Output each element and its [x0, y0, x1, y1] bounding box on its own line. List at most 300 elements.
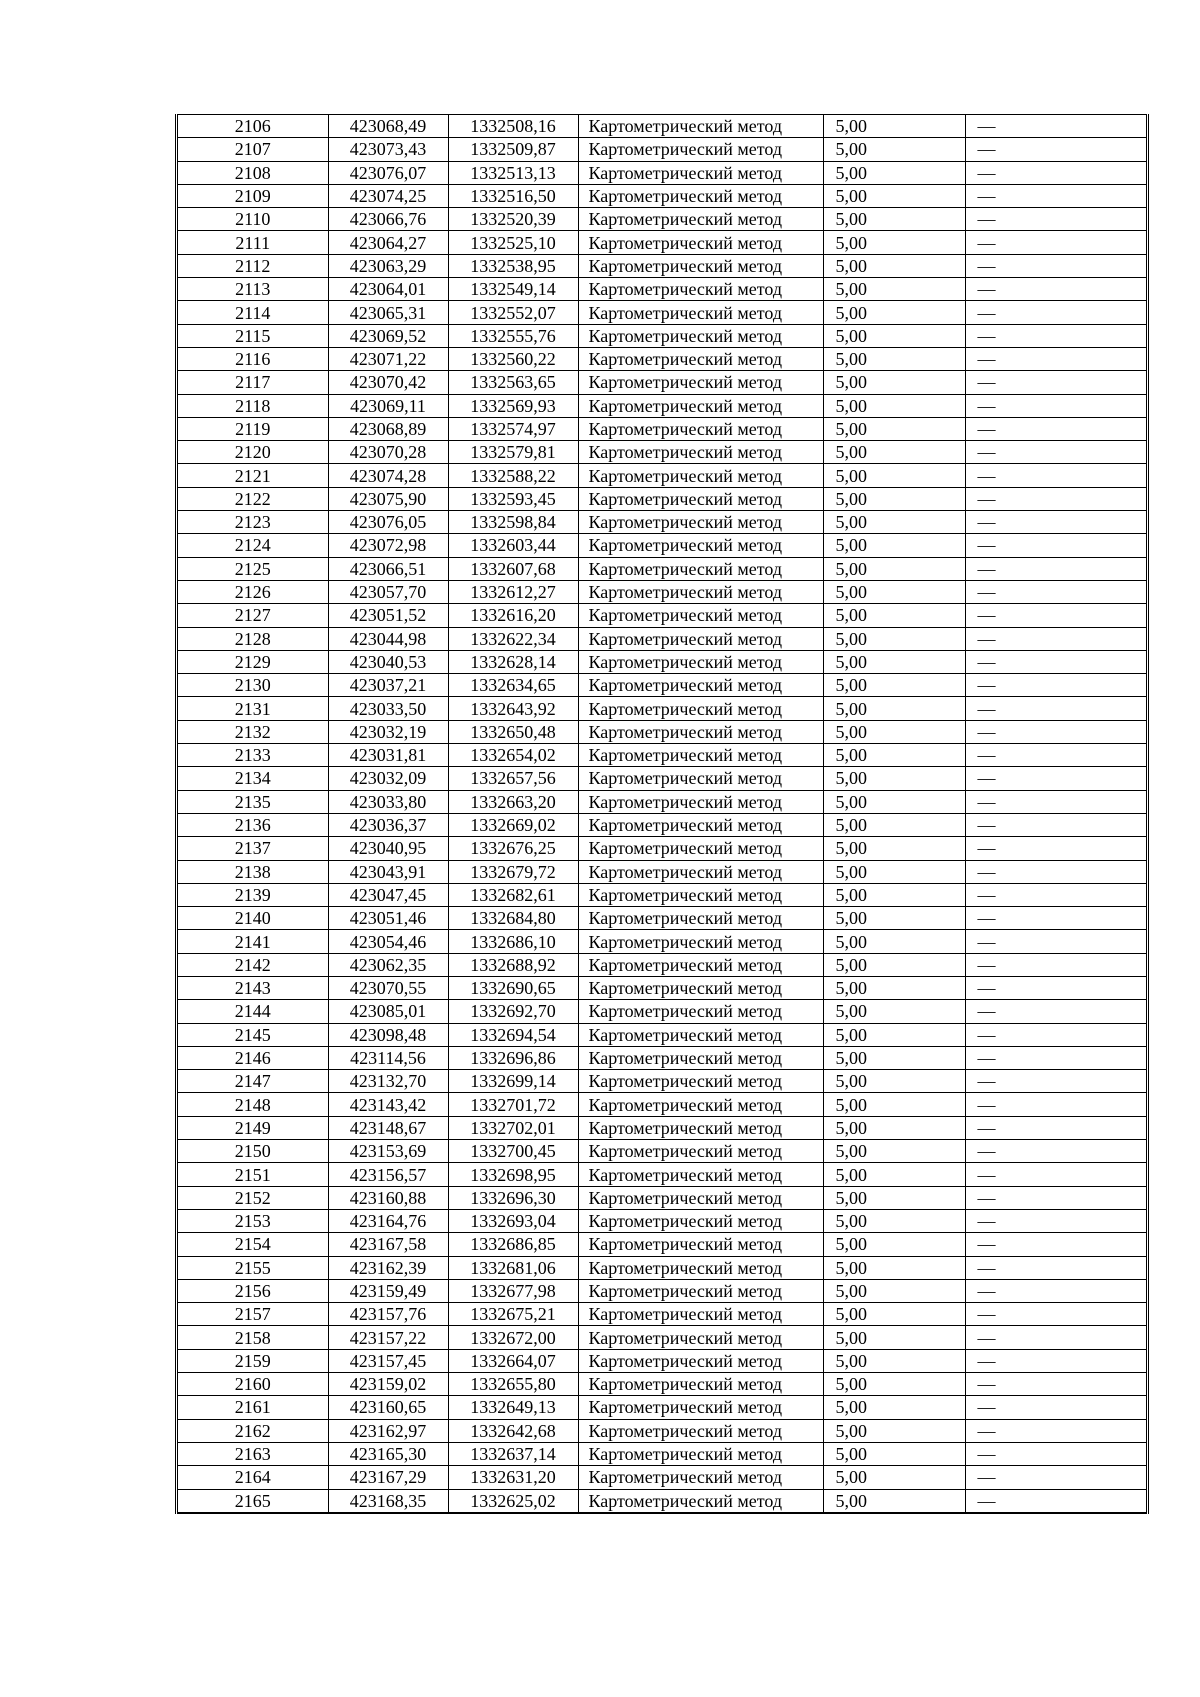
y-coordinate-cell: 1332654,02	[448, 744, 578, 767]
description-cell: —	[965, 1419, 1146, 1442]
x-coordinate-cell: 423159,02	[328, 1373, 448, 1396]
description-cell: —	[965, 1186, 1146, 1209]
point-number-cell: 2148	[178, 1093, 328, 1116]
point-number-cell: 2127	[178, 604, 328, 627]
description-cell: —	[965, 976, 1146, 999]
x-coordinate-cell: 423065,31	[328, 301, 448, 324]
point-number-cell: 2131	[178, 697, 328, 720]
description-cell: —	[965, 837, 1146, 860]
y-coordinate-cell: 1332603,44	[448, 534, 578, 557]
y-coordinate-cell: 1332681,06	[448, 1256, 578, 1279]
description-cell: —	[965, 464, 1146, 487]
y-coordinate-cell: 1332700,45	[448, 1140, 578, 1163]
x-coordinate-cell: 423064,01	[328, 278, 448, 301]
y-coordinate-cell: 1332694,54	[448, 1023, 578, 1046]
description-cell: —	[965, 1489, 1146, 1513]
point-number-cell: 2161	[178, 1396, 328, 1419]
precision-cell: 5,00	[823, 976, 965, 999]
method-cell: Картометрический метод	[578, 976, 823, 999]
description-cell: —	[965, 1023, 1146, 1046]
description-cell: —	[965, 371, 1146, 394]
x-coordinate-cell: 423064,27	[328, 231, 448, 254]
point-number-cell: 2137	[178, 837, 328, 860]
y-coordinate-cell: 1332588,22	[448, 464, 578, 487]
table-row	[178, 767, 1146, 790]
method-cell: Картометрический метод	[578, 1396, 823, 1419]
method-cell: Картометрический метод	[578, 1489, 823, 1513]
precision-cell: 5,00	[823, 417, 965, 440]
table-row	[178, 883, 1146, 906]
x-coordinate-cell: 423051,46	[328, 907, 448, 930]
precision-cell: 5,00	[823, 1233, 965, 1256]
table-row	[178, 324, 1146, 347]
description-cell: —	[965, 1000, 1146, 1023]
method-cell: Картометрический метод	[578, 208, 823, 231]
point-number-cell: 2138	[178, 860, 328, 883]
point-number-cell: 2155	[178, 1256, 328, 1279]
method-cell: Картометрический метод	[578, 1116, 823, 1139]
precision-cell: 5,00	[823, 394, 965, 417]
x-coordinate-cell: 423066,76	[328, 208, 448, 231]
description-cell: —	[965, 1116, 1146, 1139]
x-coordinate-cell: 423044,98	[328, 627, 448, 650]
method-cell: Картометрический метод	[578, 604, 823, 627]
method-cell: Картометрический метод	[578, 1209, 823, 1232]
x-coordinate-cell: 423043,91	[328, 860, 448, 883]
precision-cell: 5,00	[823, 1349, 965, 1372]
x-coordinate-cell: 423032,19	[328, 720, 448, 743]
table-row	[178, 254, 1146, 277]
method-cell: Картометрический метод	[578, 720, 823, 743]
table-row	[178, 557, 1146, 580]
point-number-cell: 2162	[178, 1419, 328, 1442]
x-coordinate-cell: 423159,49	[328, 1279, 448, 1302]
y-coordinate-cell: 1332593,45	[448, 487, 578, 510]
table-row	[178, 1349, 1146, 1372]
table-row	[178, 1489, 1146, 1513]
point-number-cell: 2134	[178, 767, 328, 790]
table-row	[178, 1326, 1146, 1349]
x-coordinate-cell: 423098,48	[328, 1023, 448, 1046]
description-cell: —	[965, 278, 1146, 301]
y-coordinate-cell: 1332509,87	[448, 138, 578, 161]
method-cell: Картометрический метод	[578, 650, 823, 673]
y-coordinate-cell: 1332631,20	[448, 1466, 578, 1489]
x-coordinate-cell: 423164,76	[328, 1209, 448, 1232]
y-coordinate-cell: 1332642,68	[448, 1419, 578, 1442]
point-number-cell: 2126	[178, 580, 328, 603]
y-coordinate-cell: 1332669,02	[448, 813, 578, 836]
y-coordinate-cell: 1332612,27	[448, 580, 578, 603]
table-row	[178, 394, 1146, 417]
description-cell: —	[965, 720, 1146, 743]
method-cell: Картометрический метод	[578, 837, 823, 860]
table-row	[178, 1373, 1146, 1396]
y-coordinate-cell: 1332643,92	[448, 697, 578, 720]
point-number-cell: 2128	[178, 627, 328, 650]
method-cell: Картометрический метод	[578, 231, 823, 254]
point-number-cell: 2164	[178, 1466, 328, 1489]
y-coordinate-cell: 1332702,01	[448, 1116, 578, 1139]
point-number-cell: 2118	[178, 394, 328, 417]
y-coordinate-cell: 1332657,56	[448, 767, 578, 790]
point-number-cell: 2158	[178, 1326, 328, 1349]
method-cell: Картометрический метод	[578, 1256, 823, 1279]
x-coordinate-cell: 423036,37	[328, 813, 448, 836]
description-cell: —	[965, 1303, 1146, 1326]
x-coordinate-cell: 423069,11	[328, 394, 448, 417]
point-number-cell: 2153	[178, 1209, 328, 1232]
description-cell: —	[965, 790, 1146, 813]
coordinates-table-body	[178, 115, 1146, 1513]
y-coordinate-cell: 1332525,10	[448, 231, 578, 254]
y-coordinate-cell: 1332555,76	[448, 324, 578, 347]
table-row	[178, 511, 1146, 534]
y-coordinate-cell: 1332552,07	[448, 301, 578, 324]
method-cell: Картометрический метод	[578, 697, 823, 720]
precision-cell: 5,00	[823, 1419, 965, 1442]
point-number-cell: 2113	[178, 278, 328, 301]
method-cell: Картометрический метод	[578, 790, 823, 813]
precision-cell: 5,00	[823, 1489, 965, 1513]
description-cell: —	[965, 953, 1146, 976]
description-cell: —	[965, 324, 1146, 347]
x-coordinate-cell: 423068,49	[328, 115, 448, 138]
precision-cell: 5,00	[823, 231, 965, 254]
description-cell: —	[965, 511, 1146, 534]
point-number-cell: 2154	[178, 1233, 328, 1256]
description-cell: —	[965, 1373, 1146, 1396]
table-row	[178, 744, 1146, 767]
description-cell: —	[965, 417, 1146, 440]
description-cell: —	[965, 1349, 1146, 1372]
precision-cell: 5,00	[823, 184, 965, 207]
precision-cell: 5,00	[823, 627, 965, 650]
description-cell: —	[965, 767, 1146, 790]
x-coordinate-cell: 423072,98	[328, 534, 448, 557]
table-row	[178, 813, 1146, 836]
coordinates-table-frame	[175, 114, 1149, 1514]
precision-cell: 5,00	[823, 1303, 965, 1326]
precision-cell: 5,00	[823, 790, 965, 813]
table-row	[178, 1000, 1146, 1023]
description-cell: —	[965, 138, 1146, 161]
description-cell: —	[965, 1046, 1146, 1069]
table-row	[178, 1140, 1146, 1163]
point-number-cell: 2144	[178, 1000, 328, 1023]
precision-cell: 5,00	[823, 1373, 965, 1396]
point-number-cell: 2130	[178, 674, 328, 697]
table-row	[178, 115, 1146, 138]
method-cell: Картометрический метод	[578, 278, 823, 301]
precision-cell: 5,00	[823, 208, 965, 231]
point-number-cell: 2116	[178, 347, 328, 370]
y-coordinate-cell: 1332663,20	[448, 790, 578, 813]
precision-cell: 5,00	[823, 301, 965, 324]
method-cell: Картометрический метод	[578, 1419, 823, 1442]
table-row	[178, 1419, 1146, 1442]
point-number-cell: 2122	[178, 487, 328, 510]
description-cell: —	[965, 161, 1146, 184]
point-number-cell: 2112	[178, 254, 328, 277]
y-coordinate-cell: 1332686,10	[448, 930, 578, 953]
method-cell: Картометрический метод	[578, 1046, 823, 1069]
precision-cell: 5,00	[823, 1140, 965, 1163]
table-row	[178, 860, 1146, 883]
method-cell: Картометрический метод	[578, 1303, 823, 1326]
method-cell: Картометрический метод	[578, 417, 823, 440]
point-number-cell: 2156	[178, 1279, 328, 1302]
x-coordinate-cell: 423157,76	[328, 1303, 448, 1326]
point-number-cell: 2141	[178, 930, 328, 953]
point-number-cell: 2160	[178, 1373, 328, 1396]
point-number-cell: 2129	[178, 650, 328, 673]
point-number-cell: 2143	[178, 976, 328, 999]
table-row	[178, 161, 1146, 184]
y-coordinate-cell: 1332622,34	[448, 627, 578, 650]
method-cell: Картометрический метод	[578, 1023, 823, 1046]
method-cell: Картометрический метод	[578, 1373, 823, 1396]
y-coordinate-cell: 1332513,13	[448, 161, 578, 184]
precision-cell: 5,00	[823, 161, 965, 184]
y-coordinate-cell: 1332625,02	[448, 1489, 578, 1513]
description-cell: —	[965, 1256, 1146, 1279]
table-row	[178, 1070, 1146, 1093]
method-cell: Картометрический метод	[578, 1140, 823, 1163]
table-row	[178, 138, 1146, 161]
y-coordinate-cell: 1332686,85	[448, 1233, 578, 1256]
precision-cell: 5,00	[823, 1396, 965, 1419]
x-coordinate-cell: 423062,35	[328, 953, 448, 976]
table-row	[178, 371, 1146, 394]
x-coordinate-cell: 423162,97	[328, 1419, 448, 1442]
precision-cell: 5,00	[823, 697, 965, 720]
precision-cell: 5,00	[823, 1256, 965, 1279]
method-cell: Картометрический метод	[578, 161, 823, 184]
precision-cell: 5,00	[823, 511, 965, 534]
point-number-cell: 2151	[178, 1163, 328, 1186]
y-coordinate-cell: 1332684,80	[448, 907, 578, 930]
y-coordinate-cell: 1332682,61	[448, 883, 578, 906]
x-coordinate-cell: 423074,25	[328, 184, 448, 207]
point-number-cell: 2106	[178, 115, 328, 138]
y-coordinate-cell: 1332677,98	[448, 1279, 578, 1302]
method-cell: Картометрический метод	[578, 1093, 823, 1116]
y-coordinate-cell: 1332688,92	[448, 953, 578, 976]
point-number-cell: 2125	[178, 557, 328, 580]
table-row	[178, 208, 1146, 231]
table-row	[178, 790, 1146, 813]
y-coordinate-cell: 1332679,72	[448, 860, 578, 883]
point-number-cell: 2111	[178, 231, 328, 254]
y-coordinate-cell: 1332628,14	[448, 650, 578, 673]
description-cell: —	[965, 1396, 1146, 1419]
method-cell: Картометрический метод	[578, 1326, 823, 1349]
y-coordinate-cell: 1332692,70	[448, 1000, 578, 1023]
y-coordinate-cell: 1332579,81	[448, 441, 578, 464]
method-cell: Картометрический метод	[578, 487, 823, 510]
table-row	[178, 1442, 1146, 1465]
description-cell: —	[965, 1233, 1146, 1256]
x-coordinate-cell: 423074,28	[328, 464, 448, 487]
y-coordinate-cell: 1332675,21	[448, 1303, 578, 1326]
table-row	[178, 1209, 1146, 1232]
x-coordinate-cell: 423040,53	[328, 650, 448, 673]
coordinates-table	[178, 114, 1146, 1514]
precision-cell: 5,00	[823, 487, 965, 510]
y-coordinate-cell: 1332607,68	[448, 557, 578, 580]
description-cell: —	[965, 1093, 1146, 1116]
precision-cell: 5,00	[823, 953, 965, 976]
precision-cell: 5,00	[823, 1070, 965, 1093]
x-coordinate-cell: 423085,01	[328, 1000, 448, 1023]
description-cell: —	[965, 604, 1146, 627]
table-row	[178, 674, 1146, 697]
y-coordinate-cell: 1332699,14	[448, 1070, 578, 1093]
point-number-cell: 2142	[178, 953, 328, 976]
y-coordinate-cell: 1332649,13	[448, 1396, 578, 1419]
precision-cell: 5,00	[823, 744, 965, 767]
precision-cell: 5,00	[823, 347, 965, 370]
point-number-cell: 2152	[178, 1186, 328, 1209]
table-row	[178, 837, 1146, 860]
description-cell: —	[965, 487, 1146, 510]
method-cell: Картометрический метод	[578, 627, 823, 650]
method-cell: Картометрический метод	[578, 1279, 823, 1302]
method-cell: Картометрический метод	[578, 441, 823, 464]
y-coordinate-cell: 1332696,30	[448, 1186, 578, 1209]
x-coordinate-cell: 423070,55	[328, 976, 448, 999]
y-coordinate-cell: 1332701,72	[448, 1093, 578, 1116]
precision-cell: 5,00	[823, 1023, 965, 1046]
description-cell: —	[965, 1442, 1146, 1465]
method-cell: Картометрический метод	[578, 1186, 823, 1209]
description-cell: —	[965, 1466, 1146, 1489]
method-cell: Картометрический метод	[578, 907, 823, 930]
table-row	[178, 1023, 1146, 1046]
x-coordinate-cell: 423068,89	[328, 417, 448, 440]
point-number-cell: 2150	[178, 1140, 328, 1163]
x-coordinate-cell: 423066,51	[328, 557, 448, 580]
precision-cell: 5,00	[823, 441, 965, 464]
table-row	[178, 907, 1146, 930]
point-number-cell: 2119	[178, 417, 328, 440]
description-cell: —	[965, 697, 1146, 720]
point-number-cell: 2109	[178, 184, 328, 207]
description-cell: —	[965, 1279, 1146, 1302]
method-cell: Картометрический метод	[578, 347, 823, 370]
x-coordinate-cell: 423076,05	[328, 511, 448, 534]
point-number-cell: 2115	[178, 324, 328, 347]
method-cell: Картометрический метод	[578, 1163, 823, 1186]
method-cell: Картометрический метод	[578, 1466, 823, 1489]
method-cell: Картометрический метод	[578, 813, 823, 836]
method-cell: Картометрический метод	[578, 580, 823, 603]
point-number-cell: 2133	[178, 744, 328, 767]
point-number-cell: 2149	[178, 1116, 328, 1139]
point-number-cell: 2117	[178, 371, 328, 394]
point-number-cell: 2163	[178, 1442, 328, 1465]
table-row	[178, 627, 1146, 650]
table-row	[178, 301, 1146, 324]
table-row	[178, 1116, 1146, 1139]
method-cell: Картометрический метод	[578, 744, 823, 767]
precision-cell: 5,00	[823, 138, 965, 161]
y-coordinate-cell: 1332598,84	[448, 511, 578, 534]
precision-cell: 5,00	[823, 860, 965, 883]
x-coordinate-cell: 423073,43	[328, 138, 448, 161]
precision-cell: 5,00	[823, 254, 965, 277]
x-coordinate-cell: 423160,88	[328, 1186, 448, 1209]
precision-cell: 5,00	[823, 720, 965, 743]
point-number-cell: 2107	[178, 138, 328, 161]
table-row	[178, 604, 1146, 627]
precision-cell: 5,00	[823, 1279, 965, 1302]
description-cell: —	[965, 650, 1146, 673]
method-cell: Картометрический метод	[578, 324, 823, 347]
x-coordinate-cell: 423071,22	[328, 347, 448, 370]
description-cell: —	[965, 1070, 1146, 1093]
precision-cell: 5,00	[823, 1326, 965, 1349]
description-cell: —	[965, 1163, 1146, 1186]
method-cell: Картометрический метод	[578, 1349, 823, 1372]
precision-cell: 5,00	[823, 1163, 965, 1186]
x-coordinate-cell: 423156,57	[328, 1163, 448, 1186]
precision-cell: 5,00	[823, 115, 965, 138]
table-row	[178, 231, 1146, 254]
description-cell: —	[965, 744, 1146, 767]
table-row	[178, 1279, 1146, 1302]
y-coordinate-cell: 1332549,14	[448, 278, 578, 301]
method-cell: Картометрический метод	[578, 767, 823, 790]
description-cell: —	[965, 883, 1146, 906]
y-coordinate-cell: 1332560,22	[448, 347, 578, 370]
y-coordinate-cell: 1332698,95	[448, 1163, 578, 1186]
method-cell: Картометрический метод	[578, 930, 823, 953]
table-row	[178, 720, 1146, 743]
method-cell: Картометрический метод	[578, 953, 823, 976]
x-coordinate-cell: 423047,45	[328, 883, 448, 906]
y-coordinate-cell: 1332538,95	[448, 254, 578, 277]
method-cell: Картометрический метод	[578, 1442, 823, 1465]
table-row	[178, 1046, 1146, 1069]
y-coordinate-cell: 1332616,20	[448, 604, 578, 627]
precision-cell: 5,00	[823, 324, 965, 347]
method-cell: Картометрический метод	[578, 138, 823, 161]
description-cell: —	[965, 1209, 1146, 1232]
point-number-cell: 2121	[178, 464, 328, 487]
description-cell: —	[965, 301, 1146, 324]
x-coordinate-cell: 423037,21	[328, 674, 448, 697]
table-row	[178, 697, 1146, 720]
table-row	[178, 1303, 1146, 1326]
method-cell: Картометрический метод	[578, 464, 823, 487]
x-coordinate-cell: 423157,22	[328, 1326, 448, 1349]
point-number-cell: 2136	[178, 813, 328, 836]
method-cell: Картометрический метод	[578, 184, 823, 207]
x-coordinate-cell: 423167,58	[328, 1233, 448, 1256]
x-coordinate-cell: 423057,70	[328, 580, 448, 603]
method-cell: Картометрический метод	[578, 115, 823, 138]
precision-cell: 5,00	[823, 767, 965, 790]
precision-cell: 5,00	[823, 930, 965, 953]
point-number-cell: 2110	[178, 208, 328, 231]
y-coordinate-cell: 1332664,07	[448, 1349, 578, 1372]
precision-cell: 5,00	[823, 371, 965, 394]
x-coordinate-cell: 423033,80	[328, 790, 448, 813]
description-cell: —	[965, 907, 1146, 930]
point-number-cell: 2123	[178, 511, 328, 534]
